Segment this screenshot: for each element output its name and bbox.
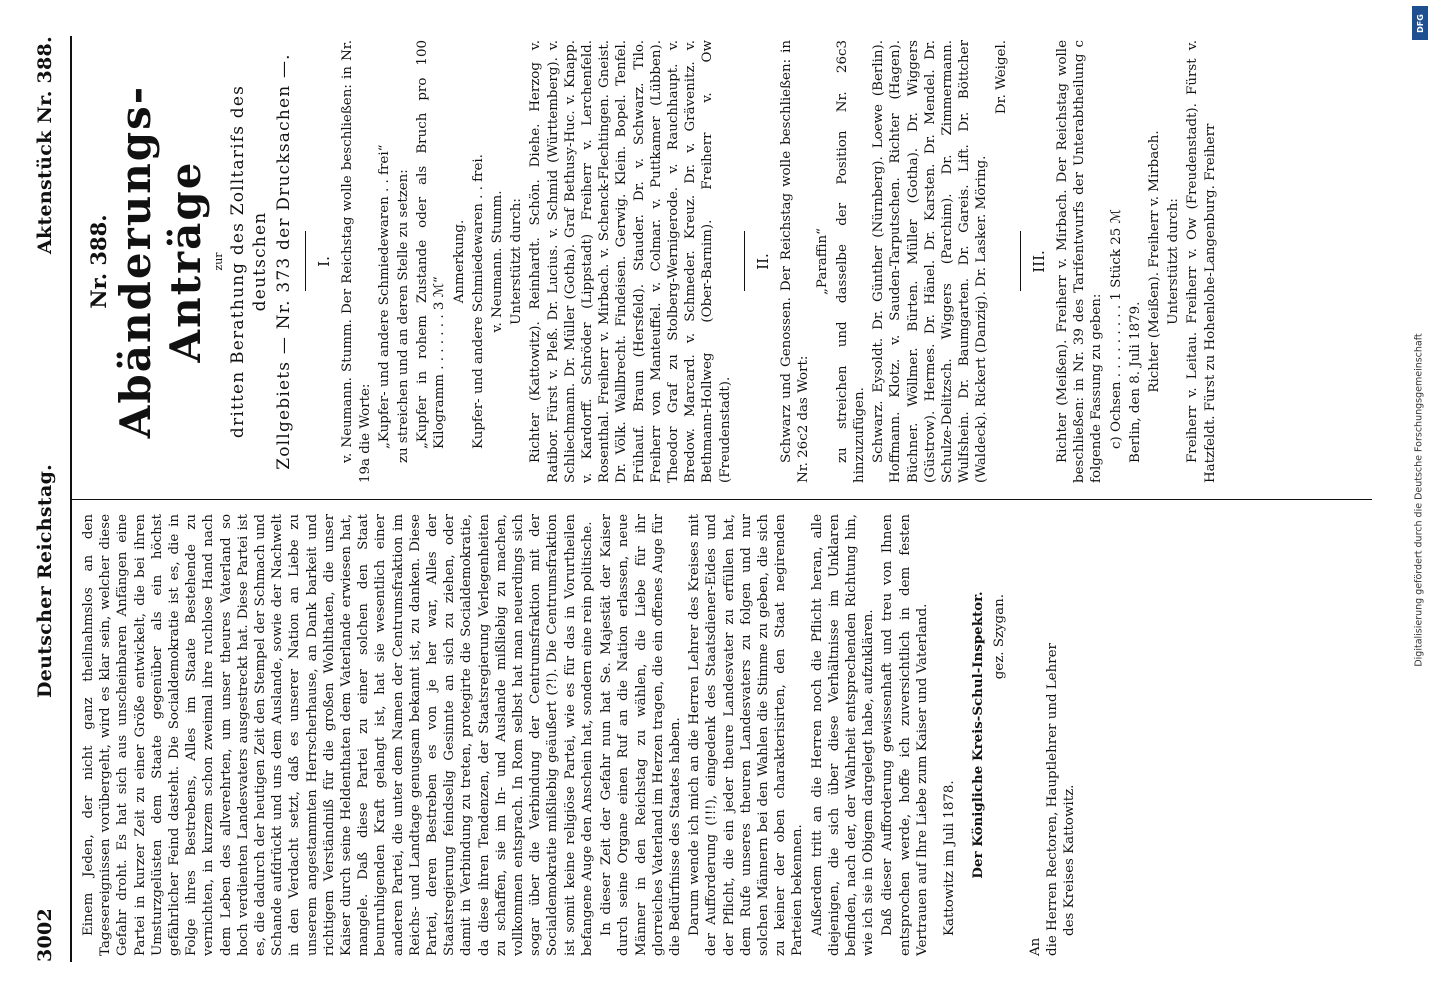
document-subtitle-line: Zollgebiets — Nr. 373 der Drucksachen —. xyxy=(274,53,295,470)
divider xyxy=(305,232,306,292)
paragraph: Außerdem tritt an die Herren noch die Pflicht heran, alle diejenigen, die sich über diese Verhältnisse im Unklaren befinden, nach der, der Wahrheit entsprechenden Richtung hin, wie ich sie in Obigem dargelegt habe, aufzuklären. xyxy=(809,514,877,956)
supporter-last: Dr. Weigel. xyxy=(993,40,1009,115)
motion-intro: Richter (Meißen). Freiherr v. Mirbach. Der Reichstag wolle beschließen: in Nr. 39 des Tarifentwurfs der Unterabtheilung c folgende Fassung zu geben: xyxy=(1054,40,1105,483)
place-date: Kattowitz im Juli 1878. xyxy=(941,780,957,936)
page-number: 3002 xyxy=(34,907,56,962)
addressee-line: des Kreises Kattowitz. xyxy=(1061,784,1077,936)
motion-signers: v. Neumann. Stumm. xyxy=(490,190,506,333)
supported-by-label: Unterstützt durch: xyxy=(509,198,525,325)
document-number: Nr. 388. xyxy=(86,214,111,309)
supported-by-label: Unterstützt durch: xyxy=(1166,198,1182,325)
motion-instruction: zu streichen und an deren Stelle zu setzen: xyxy=(396,169,412,463)
section-numeral: I. xyxy=(315,256,334,267)
paragraph: Darum wende ich mich an die Herren Lehrer des Kreises mit der Aufforderung (!!!), eingedenk des Staatsdiener-Eides und der Pflicht, die ein jeder theure Landesvater zu erfüllen hat, dem Rufe unseres theuren Landesvaters zu folgen und nur solchen Männern bei den Wahlen die Stimme zu geben, die sich zu keiner der oben charakterisirten, den Staat negirenden Parteien bekennen. xyxy=(687,514,806,956)
paragraph: Daß dieser Aufforderung gewissenhaft und treu von Ihnen entsprochen werde, hoffe ich zuversichtlich in dem festen Vertrauen auf Ihre Liebe zum Kaiser und Vaterland. xyxy=(880,514,930,956)
text-columns xyxy=(72,36,1372,962)
document-title: Abänderungs-Anträge xyxy=(111,84,211,439)
supporter-list: Freiherr v. Leitau. Freiherr v. Ow (Freudenstadt). Fürst v. Hatzfeldt. Fürst zu Hohenlohe-Langenburg. Freiherr xyxy=(1185,40,1218,483)
watermark-text: Digitalisierung gefördert durch die Deutsche Forschungsgemeinschaft xyxy=(1413,333,1425,667)
document-subtitle-line: dritten Berathung des Zolltarifs des deutschen xyxy=(228,84,271,439)
paragraph: Einem Jeden, der nicht ganz theilnahmslos an den Tagesereignissen vorübergeht, wird es klar sein, welcher diese Gefahr droht. Es hat sich aus unscheinbaren Anfängen eine Partei in kurzer Zeit zu einer Größe entwickelt, die bei ihren Umsturzgelüsten dem Staate gegenüber als ein höchst gefährlicher Feind dasteht. Die Socialdemokratie ist es, die in Folge ihres Bestrebens, Alles im Staate Bestehende zu vernichten, in kurzem schon zweimal ihre ruchlose Hand nach dem Leben des allverehrten, um unser theures Vaterland so hoch verdienten Landesvaters ausgestreckt hat. Diese Partei ist es, die dadurch der heutigen Zeit den Stempel der Schmach und Schande aufdrückt und uns dem Auslande, sowie der Nachwelt in den Verdacht setzt, daß es unserer Nation an Liebe zu unserem angestammten Herrscherhause, an Dank barkeit und richtigem Verständniß für die großen Wohlthaten, die unser Kaiser durch seine Heldenthaten dem Vaterlande erwiesen hat, mangele. Daß diese Partei zu einer solchen den Staat beunruhigenden Kraft gelangt ist, hat sie wesentlich einer anderen Partei, die unter dem Namen der Centrumsfraktion im Reichs- und Landtage genugsam bekannt ist, zu danken. Diese Partei, deren Bestreben es von je her war, Alles der Staatsregierung feindselig Gesinnte an sich zu ziehen, oder damit in Verbindung zu treten, protegirte die Socialdemokratie, da diese ihren Tendenzen, der Staatsregierung Verlegenheiten zu schaffen, sie im In- und Auslande mißliebig zu machen, vollkommen entsprach. In Rom selbst hat man neuerdings sich sogar über die Verbindung der Centrumsfraktion mit der Socialdemokratie mißliebig geäußert (?!). Die Centrumsfraktion ist somit keine religiöse Partei, wie es für das in Vorurtheilen befangene Auge den Anschein hat, sondern eine rein politische. xyxy=(81,514,595,956)
dfg-logo xyxy=(1412,6,1428,40)
addressee-line: die Herren Rectoren, Hauptlehrer und Lehrer xyxy=(1044,643,1060,956)
divider xyxy=(744,232,745,292)
motion-instruction: zu streichen und dasselbe der Position Nr. 26c3 hinzuzufügen. xyxy=(834,40,867,483)
divider xyxy=(1020,232,1021,292)
addressee xyxy=(1027,514,1079,956)
motion-intro: v. Neumann. Stumm. Der Reichstag wolle beschließen: in Nr. 19a die Worte: xyxy=(340,40,373,483)
motion-item: c) Ochsen . . . . . . . . . 1 Stück 25 ℳ xyxy=(1108,209,1124,449)
addressee-line: An xyxy=(1027,937,1043,956)
publication-title: Deutscher Reichstag. xyxy=(34,463,56,699)
document-reference: Aktenstück Nr. 388. xyxy=(34,36,56,255)
section-numeral: III. xyxy=(1029,250,1048,273)
supporter-list: Schwarz. Eysoldt. Dr. Günther (Nürnberg). Loewe (Berlin). Hoffmann. Klotz. v. Sauden-Tarputschen. Richter (Hagen). Büchner. Wöllmer. Bürten. Müller (Gotha). Dr. Wiggers (Güstrow). Hermes. Dr. Hänel. Dr. Karsten. Dr. Mendel. Dr. Schulze-Delitzsch. Wiggers (Parchim). Dr. Zimmermann. Wulfshein. Dr. Baumgarten. Dr. Gareis. Lift. Dr. Böttcher (Waldeck). Rickert (Danzig). Dr. Lasker. Möring. xyxy=(871,40,990,483)
paragraph: In dieser Zeit der Gefahr nun hat Se. Majestät der Kaiser durch seine Organe einen Ruf an die Nation erlassen, neue Männer in den Reichstag zu wählen, die Liebe für ihr glorreiches Vaterland im Herzen tragen, die ein offenes Auge für die Bedürfnisse des Staates haben. xyxy=(599,514,683,956)
section-numeral: II. xyxy=(753,253,772,270)
motion-quote: Kupfer- und andere Schmiedewaren . . frei. xyxy=(470,154,486,449)
motion-signers: Richter (Meißen). Freiherr v. Mirbach. xyxy=(1146,130,1162,393)
motion-intro: Schwarz und Genossen. Der Reichstag wolle beschließen: in Nr. 26c2 das Wort: xyxy=(779,40,812,483)
motion-date: Berlin, den 8. Juli 1879. xyxy=(1127,301,1143,463)
title-connector: zur xyxy=(212,252,226,271)
signoff-title: Der Königliche Kreis-Schul-Inspektor. xyxy=(970,591,987,879)
left-column xyxy=(72,499,1372,962)
motion-quote: „Kupfer- und andere Schmiedewaren . . frei“ xyxy=(376,144,392,449)
digitization-watermark xyxy=(1408,8,1430,992)
motion-quote: „Kupfer in rohem Zustande oder als Bruch pro 100 Kilogramm . . . . . . . 3 ℳ“ xyxy=(415,40,448,449)
signoff-name: gez. Szygan. xyxy=(992,594,1008,680)
right-column xyxy=(72,36,1372,499)
supporter-list: Richter (Kattowitz). Reinhardt. Schön. Diehe. Herzog v. Ratibor. Fürst v. Pleß. Dr. Lucius. v. Schmid (Württemberg). v. Schliechmann. Dr. Müller (Gotha). Graf Bethusy-Huc. v. Knapp. v. Kardorff. Schröder (Lippstadt) Freiherr v. Lerchenfeld. Rosenthal. Freiherr v. Mirbach. v. Schenck-Flechtingen. Gneist. Dr. Völk. Wallbrecht. Findeisen. Gerwig. Klein. Bopel. Tenfel. Frühauf. Braun (Hersfeld). Stauder. Dr. v. Schwarz. Tilo. Freiherr von Manteuffel. v. Colmar. v. Puttkamer (Lübben). Theodor Graf zu Stolberg-Wernigerode. v. Rauchhaupt. v. Bredow. Marcard. v. Schmeder. Kreuz. Dr. v. Grävenitz. v. Bethmann-Hollweg (Ober-Barnim). Freiherr v. Ow (Freudenstadt). xyxy=(528,40,733,483)
motion-quote: „Paraffin“ xyxy=(815,228,831,295)
annotation-heading: Anmerkung. xyxy=(451,219,467,304)
page-header xyxy=(34,36,72,962)
logo-text: DFG xyxy=(1415,13,1425,33)
